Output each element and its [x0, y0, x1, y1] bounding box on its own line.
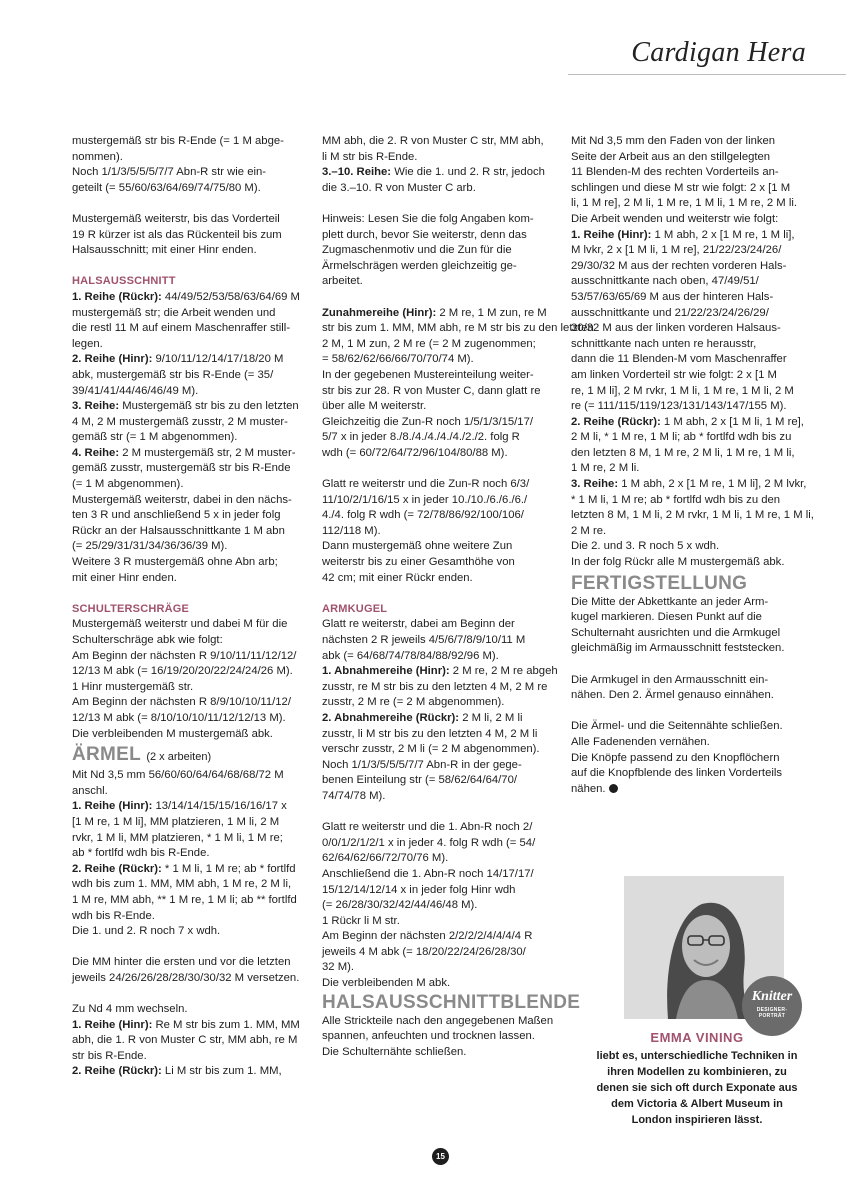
text-line: M lvkr, 2 x [1 M li, 1 M re], 21/22/23/24/26/ [571, 244, 782, 257]
text-line: kugel markieren. Diesen Punkt auf die [571, 611, 762, 624]
text-line: 4./4. folg R wdh (= 72/78/86/92/100/106/ [322, 509, 524, 522]
text-line: (= 26/28/30/32/42/44/46/48 M). [322, 899, 478, 912]
text-line: re (= 111/115/119/123/131/143/147/155 M). [571, 400, 787, 413]
text-line: jeweils 24/26/26/28/28/30/30/32 M versetzen. [72, 971, 300, 984]
fertig-text-3 [571, 719, 809, 797]
text-line: schnittkante nach unten re herausstr, [571, 337, 757, 350]
text-line: str bis zur 28. R von Muster C, dann glatt re [322, 384, 541, 397]
text-line: 53/57/63/65/69 M aus der hinteren Hals- [571, 290, 774, 303]
page-number: 15 [432, 1148, 449, 1165]
text-line: Glatt re weiterstr und die 1. Abn-R noch 2/ [322, 821, 533, 834]
text-line: Alle Strickteile nach den angegebenen Maßen [322, 1014, 554, 1027]
section-heading-fertigstellung: FERTIGSTELLUNG [571, 572, 748, 594]
text-line: zusstr, re M str bis zu den letzten 4 M, 2 M re [322, 680, 548, 693]
fertig-text-1 [571, 595, 809, 657]
text-line: zusstr, li M str bis zu den letzten 4 M, 2 M li [322, 727, 538, 740]
text-line: Die 1. und 2. R noch 7 x wdh. [72, 925, 221, 938]
zunahme-text [322, 306, 594, 462]
blende-text [322, 1014, 558, 1061]
text-line: Schulternaht ausrichten und die Armkugel [571, 626, 781, 639]
text-line: wdh bis zum 1. MM, MM abh, 1 M re, 2 M li, [72, 878, 292, 891]
text-line: 4 M, 2 M mustergemäß zusstr, 2 M muster- [72, 415, 288, 428]
armkugel-text-2 [322, 820, 558, 992]
text-line: dem Victoria & Albert Museum in [611, 1098, 783, 1110]
text-line: 19 R kürzer ist als das Rückenteil bis zum [72, 228, 282, 241]
text-line: zusstr, 2 M re (= 2 M abgenommen). [322, 696, 505, 709]
text-line: 2. Reihe (Rückr): * 1 M li, 1 M re; ab * fortlfd [72, 862, 296, 875]
section-heading-halsausschnitt: HALSAUSSCHNITT [72, 275, 176, 288]
text-line: abk (= 64/68/74/78/84/88/92/96 M). [322, 649, 499, 662]
text-line: dann die 11 Blenden-M vom Maschenraffer [571, 353, 787, 366]
text-line: ab * fortlfd wdh bis R-Ende. [72, 847, 210, 860]
text-line: liebt es, unterschiedliche Techniken in [596, 1050, 798, 1062]
text-line: Schulterschräge abk wie folgt: [72, 634, 223, 646]
text-line: Die Armkugel in den Armausschnitt ein- [571, 673, 769, 686]
aermel-title: ÄRMEL [72, 744, 141, 766]
text-line: 29/30/32 M aus der rechten vorderen Hals- [571, 259, 787, 272]
text-line: mustergemäß str bis R-Ende (= 1 M abge- [72, 135, 284, 147]
text-line: über alle M weiterstr. [322, 400, 427, 413]
text-line: nähen. [571, 782, 809, 798]
text-line: plett durch, bevor Sie weiterstr, denn das [322, 228, 527, 241]
col3-intro [571, 134, 814, 571]
section-heading-armkugel: ARMKUGEL [322, 602, 388, 615]
text-line: verschr zusstr, 2 M li (= 2 M abgenommen). [322, 743, 540, 756]
text-line: 3.–10. Reihe: Wie die 1. und 2. R str, jedoch [322, 166, 545, 179]
text-line: benen Einteilung str (= 58/62/64/64/70/ [322, 774, 518, 787]
text-line: die 3.–10. R von Muster C arb. [322, 181, 476, 194]
text-line: Glatt re weiterstr, dabei am Beginn der [322, 618, 515, 631]
section-heading-aermel [72, 744, 308, 768]
text-line: 32 M). [322, 961, 355, 974]
text-line: schlingen und diese M str wie folgt: 2 x [1 M [571, 181, 791, 194]
text-line: Glatt re weiterstr und die Zun-R noch 6/3/ [322, 478, 530, 491]
text-line: 12/13 M abk (= 16/19/20/20/22/24/24/26 M). [72, 665, 293, 678]
text-line: 1 M re, MM abh, ** 1 M re, 1 M li; ab ** fortlfd [72, 893, 297, 906]
col1-paragraph [72, 212, 308, 259]
text-line: Die 2. und 3. R noch 5 x wdh. [571, 540, 720, 553]
text-line: 1. Reihe (Hinr): Re M str bis zum 1. MM, MM [72, 1018, 300, 1031]
designer-name: EMMA VINING [650, 1030, 744, 1045]
text-line: arbeitet. [322, 275, 363, 288]
text-line: 3. Reihe: 1 M abh, 2 x [1 M re, 1 M li], 2 M lvkr, [571, 478, 807, 491]
text-line: 2 M li, * 1 M re, 1 M li; ab * fortlfd wdh bis zu [571, 431, 792, 444]
armkugel-text [322, 617, 558, 804]
text-line: * 1 M li, 1 M re; ab * fortlfd wdh bis zu den [571, 493, 781, 506]
text-line: Weitere 3 R mustergemäß ohne Abn arb; [72, 556, 278, 569]
text-line: legen. [72, 337, 103, 350]
text-line: Dann mustergemäß ohne weitere Zun [322, 540, 513, 553]
text-line: Zugmaschenmotiv und die Zun für die [322, 244, 512, 257]
text-line: gleichmäßig im Armausschnitt feststecken. [571, 642, 785, 655]
text-line: re, 1 M li], 2 M rvkr, 1 M li, 1 M re, 1 M li, 2 M [571, 384, 794, 397]
text-line: 1. Abnahmereihe (Hinr): 2 M re, 2 M re abgeh [322, 665, 558, 678]
text-line: Am Beginn der nächsten R 8/9/10/10/11/12/ [72, 696, 291, 709]
text-line: Gleichzeitig die Zun-R noch 1/5/1/3/15/17/ [322, 415, 534, 428]
text-line: 2 M, 1 M zun, 2 M re (= 2 M zugenommen; [322, 337, 536, 350]
text-line: nähen. Den 2. Ärmel genauso einnähen. [571, 689, 774, 702]
section-heading-halsausschnittblende: HALSAUSSCHNITTBLENDE [322, 991, 581, 1013]
badge-logo-text: Knitter [751, 989, 793, 1004]
text-line: Am Beginn der nächsten 2/2/2/2/4/4/4/4 R [322, 930, 533, 943]
text-line: Die Mitte der Abkettkante an jeder Arm- [571, 595, 769, 608]
text-line: Die MM hinter die ersten und vor die letzten [72, 956, 291, 969]
text-line: 3. Reihe: Mustergemäß str bis zu den letzten [72, 400, 299, 413]
text-line: MM abh, die 2. R von Muster C str, MM abh, [322, 135, 544, 147]
text-line: mustergemäß str; die Arbeit wenden und [72, 306, 276, 319]
header-divider [568, 74, 846, 75]
text-line: Die Schulternähte schließen. [322, 1045, 467, 1058]
text-line: 2. Abnahmereihe (Rückr): 2 M li, 2 M li [322, 711, 523, 724]
schulter-text [72, 617, 308, 742]
designer-badge-logo [742, 976, 802, 1036]
glatt-text [322, 477, 558, 586]
text-line: 12/13 M abk (= 8/10/10/10/11/12/12/13 M). [72, 711, 286, 724]
text-line: 112/118 M). [322, 524, 381, 537]
text-line: 30/32 M aus der linken vorderen Halsaus- [571, 322, 781, 335]
text-line: spannen, anfeuchten und trocknen lassen. [322, 1030, 535, 1043]
designer-bio [580, 1048, 814, 1128]
text-line: gemäß zusstr, mustergemäß str bis R-Ende [72, 462, 291, 475]
section-heading-schulter: SCHULTERSCHRÄGE [72, 602, 190, 615]
text-line: Die Arbeit wenden und weiterstr wie folgt: [571, 212, 779, 225]
text-line: li, 1 M re], 2 M li, 1 M re, 1 M li, 1 M re, 2 M li. [571, 197, 797, 210]
text-line: = 58/62/62/66/66/70/70/74 M). [322, 353, 474, 366]
text-line: Die verbleibenden M mustergemäß abk. [72, 727, 273, 740]
text-line: abh, die 1. R von Muster C str, MM abh, re M [72, 1034, 298, 1047]
text-line: Noch 1/1/3/5/5/5/7/7 Abn-R str wie ein- [72, 166, 267, 179]
text-line: den letzten 8 M, 1 M re, 2 M li, 1 M re, 1 M li, [571, 446, 795, 459]
text-line: Halsausschnitt; mit einer Hinr enden. [72, 244, 257, 257]
text-line: denen sie sich oft durch Exponate aus [596, 1082, 798, 1094]
text-line: Zu Nd 4 mm wechseln. [72, 1003, 188, 1016]
text-line: Die Knöpfe passend zu den Knopflöchern [571, 751, 780, 764]
text-line: 15/12/14/12/14 x in jeder folg Hinr wdh [322, 883, 516, 896]
aermel-text [72, 768, 308, 940]
page-title: Cardigan Hera [631, 37, 806, 68]
text-line: letzten 8 M, 1 M li, 2 M rvkr, 1 M li, 1 M re, 1 M li, [571, 509, 814, 522]
text-line: 42 cm; mit einer Rückr enden. [322, 571, 473, 584]
text-line: (= 25/29/31/31/34/36/36/39 M). [72, 540, 228, 553]
text-line: 62/64/62/66/72/70/76 M). [322, 852, 449, 865]
halsausschnitt-text [72, 290, 308, 586]
text-line: jeweils 4 M abk (= 18/20/22/24/26/28/30/ [322, 945, 526, 958]
text-line: 2. Reihe (Rückr): 1 M abh, 2 x [1 M li, 1 M re], [571, 415, 804, 428]
text-line: Die Ärmel- und die Seitennähte schließen. [571, 720, 783, 733]
text-line: wdh (= 60/72/64/72/96/104/80/88 M). [322, 446, 508, 459]
text-line: wdh bis R-Ende. [72, 909, 155, 922]
text-line: 1. Reihe (Rückr): 44/49/52/53/58/63/64/69 M [72, 290, 300, 303]
text-line: Mustergemäß weiterstr, dabei in den nächs- [72, 493, 292, 506]
aermel-text-2 [72, 955, 308, 986]
text-line: 39/41/41/44/46/46/49 M). [72, 384, 199, 397]
text-line: Rückr an der Halsausschnittkante 1 M abn [72, 524, 285, 537]
hinweis-text [322, 212, 558, 290]
text-line: 1 Rückr li M str. [322, 914, 400, 927]
text-line: (= 1 M abgenommen). [72, 478, 184, 491]
text-line: rvkr, 1 M li, MM platzieren, * 1 M li, 1 M re; [72, 831, 283, 844]
text-line: London inspirieren lässt. [631, 1114, 763, 1126]
text-line: 74/74/78 M). [322, 789, 386, 802]
text-line: 1 Hinr mustergemäß str. [72, 680, 194, 693]
text-line: 5/7 x in jeder 8./8./4./4./4./4./2./2. folg R [322, 431, 520, 444]
text-line: abk, mustergemäß str bis R-Ende (= 35/ [72, 368, 274, 381]
text-line: str bis R-Ende. [72, 1049, 147, 1062]
col2-intro [322, 134, 558, 196]
text-line: gemäß str (= 1 M abgenommen). [72, 431, 238, 444]
text-line: [1 M re, 1 M li], MM platzieren, 1 M li, 2 M [72, 815, 280, 828]
text-line: 2. Reihe (Hinr): 9/10/11/12/14/17/18/20 M [72, 353, 284, 366]
end-of-pattern-icon [609, 784, 618, 793]
text-line: Mustergemäß weiterstr und dabei M für die [72, 618, 288, 631]
text-line: 11 Blenden-M des rechten Vorderteils an- [571, 166, 779, 179]
column-3 [571, 134, 814, 813]
text-line: die restl 11 M auf einem Maschenraffer still- [72, 322, 291, 335]
text-line: 11/10/2/1/16/15 x in jeder 10./10./6./6./6./ [322, 493, 528, 506]
text-line: li M str bis R-Ende. [322, 150, 418, 163]
text-line: Alle Fadenenden vernähen. [571, 735, 710, 748]
text-line: ausschnittkante nach oben, 47/49/51/ [571, 275, 759, 288]
text-line: Hinweis: Lesen Sie die folg Angaben kom- [322, 212, 534, 225]
text-line: Noch 1/1/3/5/5/5/7/7 Abn-R in der gege- [322, 758, 522, 771]
text-line: Ärmelschrägen werden gleichzeitig ge- [322, 259, 517, 272]
text-line: str bis zum 1. MM, MM abh, re M str bis zu den letzten [322, 322, 594, 335]
text-line: Seite der Arbeit aus an den stillgelegten [571, 150, 771, 163]
text-line: Mit Nd 3,5 mm 56/60/60/64/64/68/68/72 M [72, 769, 284, 782]
text-line: Mit Nd 3,5 mm den Faden von der linken [571, 135, 776, 147]
col1-intro [72, 134, 308, 196]
column-1 [72, 134, 308, 1096]
aermel-note: (2 x arbeiten) [146, 751, 212, 764]
text-line: Die verbleibenden M abk. [322, 977, 451, 990]
fertig-text-2 [571, 673, 809, 704]
text-line: ausschnittkante und 21/22/23/24/26/29/ [571, 306, 769, 319]
text-line: anschl. [72, 784, 108, 797]
badge-caption: DESIGNER- PORTRÄT [756, 1007, 788, 1019]
text-line: Mustergemäß weiterstr, bis das Vorderteil [72, 212, 280, 225]
text-line: auf die Knopfblende des linken Vorderteils [571, 767, 783, 780]
text-line: Zunahmereihe (Hinr): 2 M re, 1 M zun, re M [322, 306, 547, 319]
text-line: 2. Reihe (Rückr): Li M str bis zum 1. MM, [72, 1065, 282, 1078]
text-line: In der gegebenen Mustereinteilung weiter- [322, 368, 534, 381]
text-line: nächsten 2 R jeweils 4/5/6/7/8/9/10/11 M [322, 634, 526, 646]
text-line: 1. Reihe (Hinr): 1 M abh, 2 x [1 M re, 1 M li], [571, 228, 795, 241]
text-line: am linken Vorderteil str wie folgt: 2 x [1 M [571, 368, 777, 381]
text-line: weiterstr bis zu einer Gesamthöhe von [322, 556, 515, 569]
text-line: 2 M re. [571, 524, 607, 537]
text-line: ten 3 R und anschließend 5 x in jeder folg [72, 509, 281, 522]
text-line: 1. Reihe (Hinr): 13/14/14/15/15/16/16/17 x [72, 800, 287, 813]
aermel-text-3 [72, 1002, 308, 1080]
text-line: geteilt (= 55/60/63/64/69/74/75/80 M). [72, 181, 261, 194]
text-line: 0/0/1/2/1/2/1 x in jeder 4. folg R wdh (= 54/ [322, 836, 536, 849]
text-line: 1 M re, 2 M li. [571, 462, 640, 475]
text-line: 4. Reihe: 2 M mustergemäß str, 2 M muster- [72, 446, 296, 459]
text-line: Anschließend die 1. Abn-R noch 14/17/17/ [322, 867, 534, 880]
text-line: ihren Modellen zu kombinieren, zu [607, 1066, 787, 1078]
text-line: nommen). [72, 150, 123, 163]
text-line: mit einer Hinr enden. [72, 571, 177, 584]
text-line: Am Beginn der nächsten R 9/10/11/11/12/12/ [72, 649, 297, 662]
text-line: In der folg Rückr alle M mustergemäß abk. [571, 556, 785, 569]
